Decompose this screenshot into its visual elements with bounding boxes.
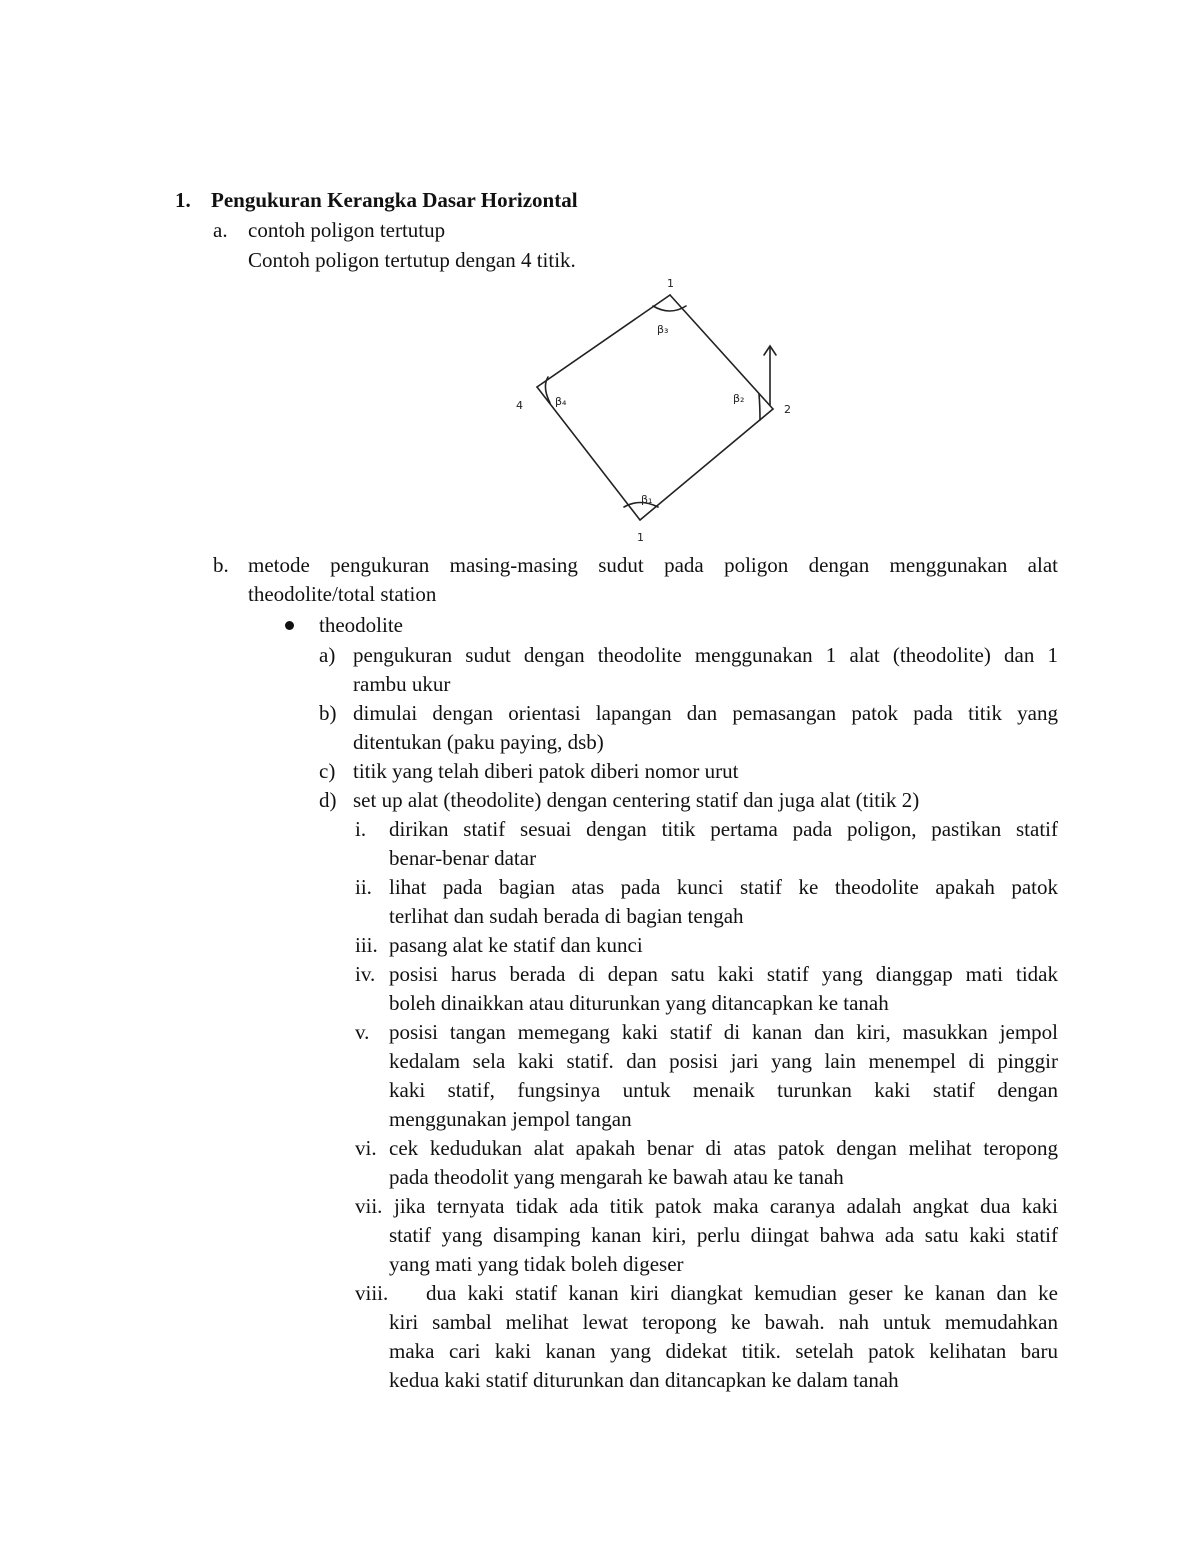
substep-line: kedua kaki statif diturunkan dan ditancapkan ke dalam tanah (389, 1368, 899, 1392)
substep-line: kiri sambal melihat lewat teropong ke bawah. nah untuk memudahkan (389, 1310, 1058, 1334)
step-line: ditentukan (paku paying, dsb) (353, 730, 604, 754)
substep-line: posisi tangan memegang kaki statif di kanan dan kiri, masukkan jempol (389, 1020, 1058, 1044)
item-b-marker: b. (213, 553, 229, 577)
substep-marker: viii. (355, 1281, 389, 1305)
substep-line: dua kaki statif kanan kiri diangkat kemudian geser ke kanan dan ke (426, 1281, 1058, 1305)
item-a-text: Contoh poligon tertutup dengan 4 titik. (248, 248, 576, 272)
point-label: 1 (667, 277, 674, 290)
substep-marker: vi. (355, 1136, 377, 1160)
item-a-title: contoh poligon tertutup (248, 218, 446, 242)
substep-line: kedalam sela kaki statif. dan posisi jari yang lain menempel di pinggir (389, 1049, 1058, 1073)
substep-marker: iii. (355, 933, 378, 957)
substep-line: pasang alat ke statif dan kunci (389, 933, 643, 957)
step-marker: c) (319, 759, 336, 783)
point-label: 2 (784, 403, 791, 416)
substep-line: kaki statif, fungsinya untuk menaik turunkan kaki statif dengan (389, 1078, 1058, 1102)
angle-arc-right (759, 394, 760, 420)
substep-line: lihat pada bagian atas pada kunci statif ke theodolite apakah patok (389, 875, 1058, 899)
step-line: dimulai dengan orientasi lapangan dan pemasangan patok pada titik yang (353, 701, 1058, 725)
substep-line: dirikan statif sesuai dengan titik pertama pada poligon, pastikan statif (389, 817, 1058, 841)
substep-line: pada theodolit yang mengarah ke bawah atau ke tanah (389, 1165, 844, 1189)
item-b-line: metode pengukuran masing-masing sudut pada poligon dengan menggunakan alat (248, 553, 1058, 577)
polygon-diagram (500, 275, 810, 545)
bullet-text: theodolite (319, 613, 403, 637)
substep-marker: v. (355, 1020, 370, 1044)
angle-label: β₂ (733, 392, 745, 405)
step-line: titik yang telah diberi patok diberi nomor urut (353, 759, 739, 783)
polygon-edge (670, 295, 773, 409)
step-line: rambu ukur (353, 672, 451, 696)
substep-line: benar-benar datar (389, 846, 537, 870)
item-b-line: theodolite/total station (248, 582, 437, 606)
substep-line: cek kedudukan alat apakah benar di atas patok dengan melihat teropong (389, 1136, 1058, 1160)
step-marker: b) (319, 701, 337, 725)
step-line: pengukuran sudut dengan theodolite menggunakan 1 alat (theodolite) dan 1 (353, 643, 1058, 667)
angle-label: β₄ (555, 395, 567, 408)
angle-label: β₁ (641, 493, 653, 506)
polygon-edge (537, 387, 640, 520)
point-label: 4 (516, 399, 523, 412)
substep-line: terlihat dan sudah berada di bagian tengah (389, 904, 744, 928)
substep-line: posisi harus berada di depan satu kaki statif yang dianggap mati tidak (389, 962, 1058, 986)
item-a-marker: a. (213, 218, 228, 242)
section-title: Pengukuran Kerangka Dasar Horizontal (211, 188, 578, 212)
substep-line: maka cari kaki kanan yang didekat titik. setelah patok kelihatan baru (389, 1339, 1058, 1363)
angle-label: β₃ (657, 323, 669, 336)
substep-marker: ii. (355, 875, 372, 899)
substep-line: jika ternyata tidak ada titik patok maka caranya adalah angkat dua kaki (394, 1194, 1058, 1218)
bullet-dot (285, 621, 294, 630)
substep-marker: i. (355, 817, 367, 841)
substep-line: boleh dinaikkan atau diturunkan yang ditancapkan ke tanah (389, 991, 889, 1015)
polygon-edge (537, 295, 670, 387)
substep-line: yang mati yang tidak boleh digeser (389, 1252, 684, 1276)
step-marker: a) (319, 643, 336, 667)
substep-marker: iv. (355, 962, 376, 986)
step-marker: d) (319, 788, 337, 812)
point-label: 1 (637, 531, 644, 544)
substep-line: statif yang disamping kanan kiri, perlu diingat bahwa ada satu kaki statif (389, 1223, 1058, 1247)
substep-line: menggunakan jempol tangan (389, 1107, 632, 1131)
step-line: set up alat (theodolite) dengan centering statif dan juga alat (titik 2) (353, 788, 920, 812)
polygon-edge (640, 409, 773, 520)
substep-marker: vii. (355, 1194, 383, 1218)
section-number: 1. (175, 188, 191, 212)
